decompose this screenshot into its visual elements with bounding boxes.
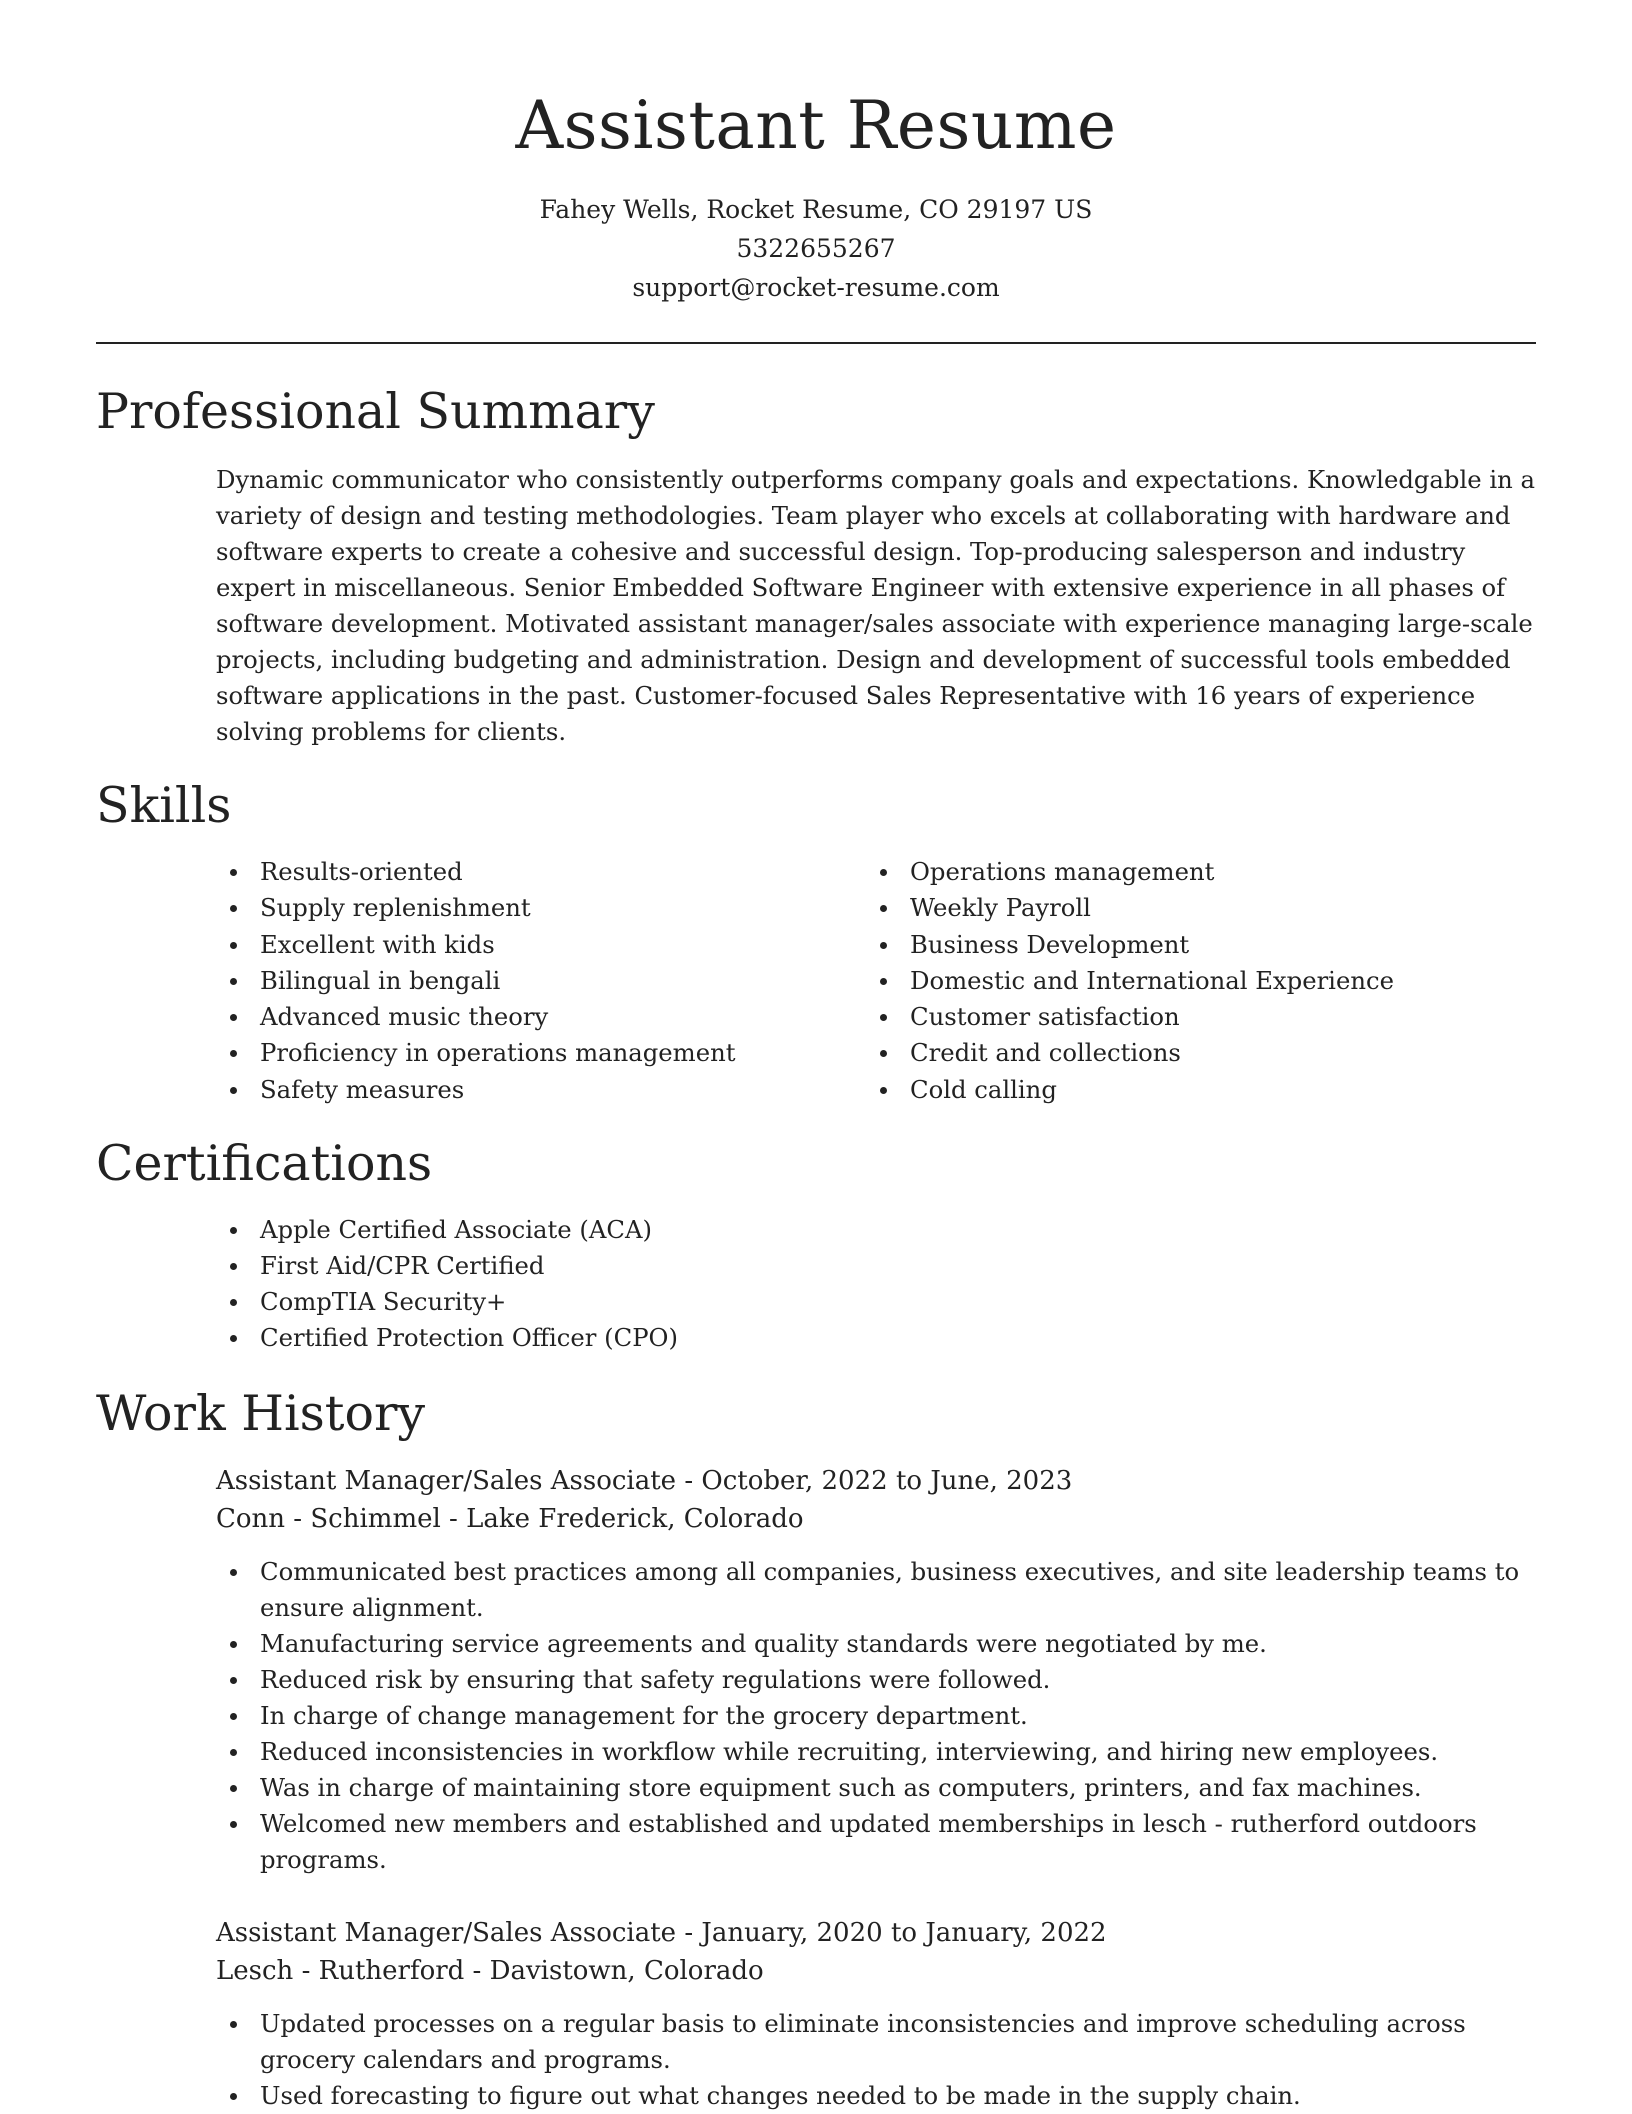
job-bullet: Reduced risk by ensuring that safety regulations were followed.: [216, 1662, 1546, 1698]
work-history-heading: Work History: [96, 1385, 426, 1442]
job-bullet: Communicated best practices among all companies, business executives, and site leadership teams to ensure alignment.: [216, 1554, 1546, 1626]
job-company-line: Conn - Schimmel - Lake Frederick, Colorado: [216, 1504, 804, 1534]
job-dates: January, 2020 to January, 2022: [701, 1918, 1107, 1948]
job-bullet: Was in charge of maintaining store equipment such as computers, printers, and fax machines.: [216, 1770, 1546, 1806]
certification-item: Certified Protection Officer (CPO): [216, 1320, 678, 1356]
skill-item: Bilingual in bengali: [216, 963, 736, 999]
resume-title: Assistant Resume: [515, 87, 1117, 164]
skill-item: Operations management: [866, 854, 1394, 890]
certification-item: First Aid/CPR Certified: [216, 1248, 678, 1284]
job-dates: October, 2022 to June, 2023: [701, 1466, 1073, 1496]
job-location: Davistown, Colorado: [489, 1956, 764, 1986]
skill-item: Proficiency in operations management: [216, 1035, 736, 1071]
job-role: Assistant Manager/Sales Associate: [216, 1918, 677, 1948]
contact-address: Fahey Wells, Rocket Resume, CO 29197 US: [539, 195, 1093, 224]
summary-text: Dynamic communicator who consistently outperforms company goals and expectations. Knowledgable in a variety of design and testing methodologies. Team player who excels at collaborating with hardware and software experts to create a cohesive and successful design. Top-producing salesperson and industry expert in miscellaneous. Senior Embedded Software Engineer with extensive experience in all phases of software development. Motivated assistant manager/sales associate with experience managing large-scale projects, including budgeting and administration. Design and development of successful tools embedded software applications in the past. Customer-focused Sales Representative with 16 years of experience solving problems for clients.: [216, 465, 1535, 746]
job-title-line: Assistant Manager/Sales Associate - January, 2020 to January, 2022: [216, 1918, 1107, 1948]
job-bullet: Reduced inconsistencies in workflow while recruiting, interviewing, and hiring new employees.: [216, 1734, 1546, 1770]
skill-item: Business Development: [866, 927, 1394, 963]
skill-item: Supply replenishment: [216, 890, 736, 926]
certifications-heading: Certifications: [96, 1135, 433, 1192]
skills-list-right: [866, 854, 1394, 1108]
certification-item: Apple Certified Associate (ACA): [216, 1212, 678, 1248]
skill-item: Safety measures: [216, 1072, 736, 1108]
job-entry: [216, 1914, 1546, 2114]
resume-header: [0, 0, 1632, 307]
job-company: Lesch - Rutherford: [216, 1956, 465, 1986]
job-bullets: [216, 1554, 1546, 1878]
job-bullet: Updated processes on a regular basis to eliminate inconsistencies and improve scheduling across grocery calendars and programs.: [216, 2006, 1546, 2078]
job-bullet: In charge of change management for the grocery department.: [216, 1698, 1546, 1734]
summary-heading: Professional Summary: [96, 383, 655, 440]
skill-item: Weekly Payroll: [866, 890, 1394, 926]
skills-list-left: [216, 854, 736, 1108]
contact-email: support@rocket-resume.com: [632, 273, 1000, 302]
skill-item: Advanced music theory: [216, 999, 736, 1035]
job-company-line: Lesch - Rutherford - Davistown, Colorado: [216, 1956, 764, 1986]
job-bullets: [216, 2006, 1546, 2114]
job-title-line: Assistant Manager/Sales Associate - October, 2022 to June, 2023: [216, 1466, 1073, 1496]
job-bullet: Used forecasting to figure out what changes needed to be made in the supply chain.: [216, 2078, 1546, 2114]
certifications-list: [216, 1212, 678, 1356]
skill-item: Credit and collections: [866, 1035, 1394, 1071]
job-bullet: Manufacturing service agreements and quality standards were negotiated by me.: [216, 1626, 1546, 1662]
skill-item: Cold calling: [866, 1072, 1394, 1108]
contact-info: [0, 190, 1632, 307]
job-entry: [216, 1462, 1546, 1878]
header-divider: [96, 342, 1536, 344]
contact-phone: 5322655267: [736, 234, 896, 263]
job-company: Conn - Schimmel: [216, 1504, 441, 1534]
skill-item: Excellent with kids: [216, 927, 736, 963]
skill-item: Domestic and International Experience: [866, 963, 1394, 999]
skill-item: Results-oriented: [216, 854, 736, 890]
certification-item: CompTIA Security+: [216, 1284, 678, 1320]
job-location: Lake Frederick, Colorado: [466, 1504, 804, 1534]
skill-item: Customer satisfaction: [866, 999, 1394, 1035]
job-role: Assistant Manager/Sales Associate: [216, 1466, 677, 1496]
skills-heading: Skills: [96, 777, 232, 834]
job-bullet: Welcomed new members and established and updated memberships in lesch - rutherford outdoors programs.: [216, 1806, 1546, 1878]
